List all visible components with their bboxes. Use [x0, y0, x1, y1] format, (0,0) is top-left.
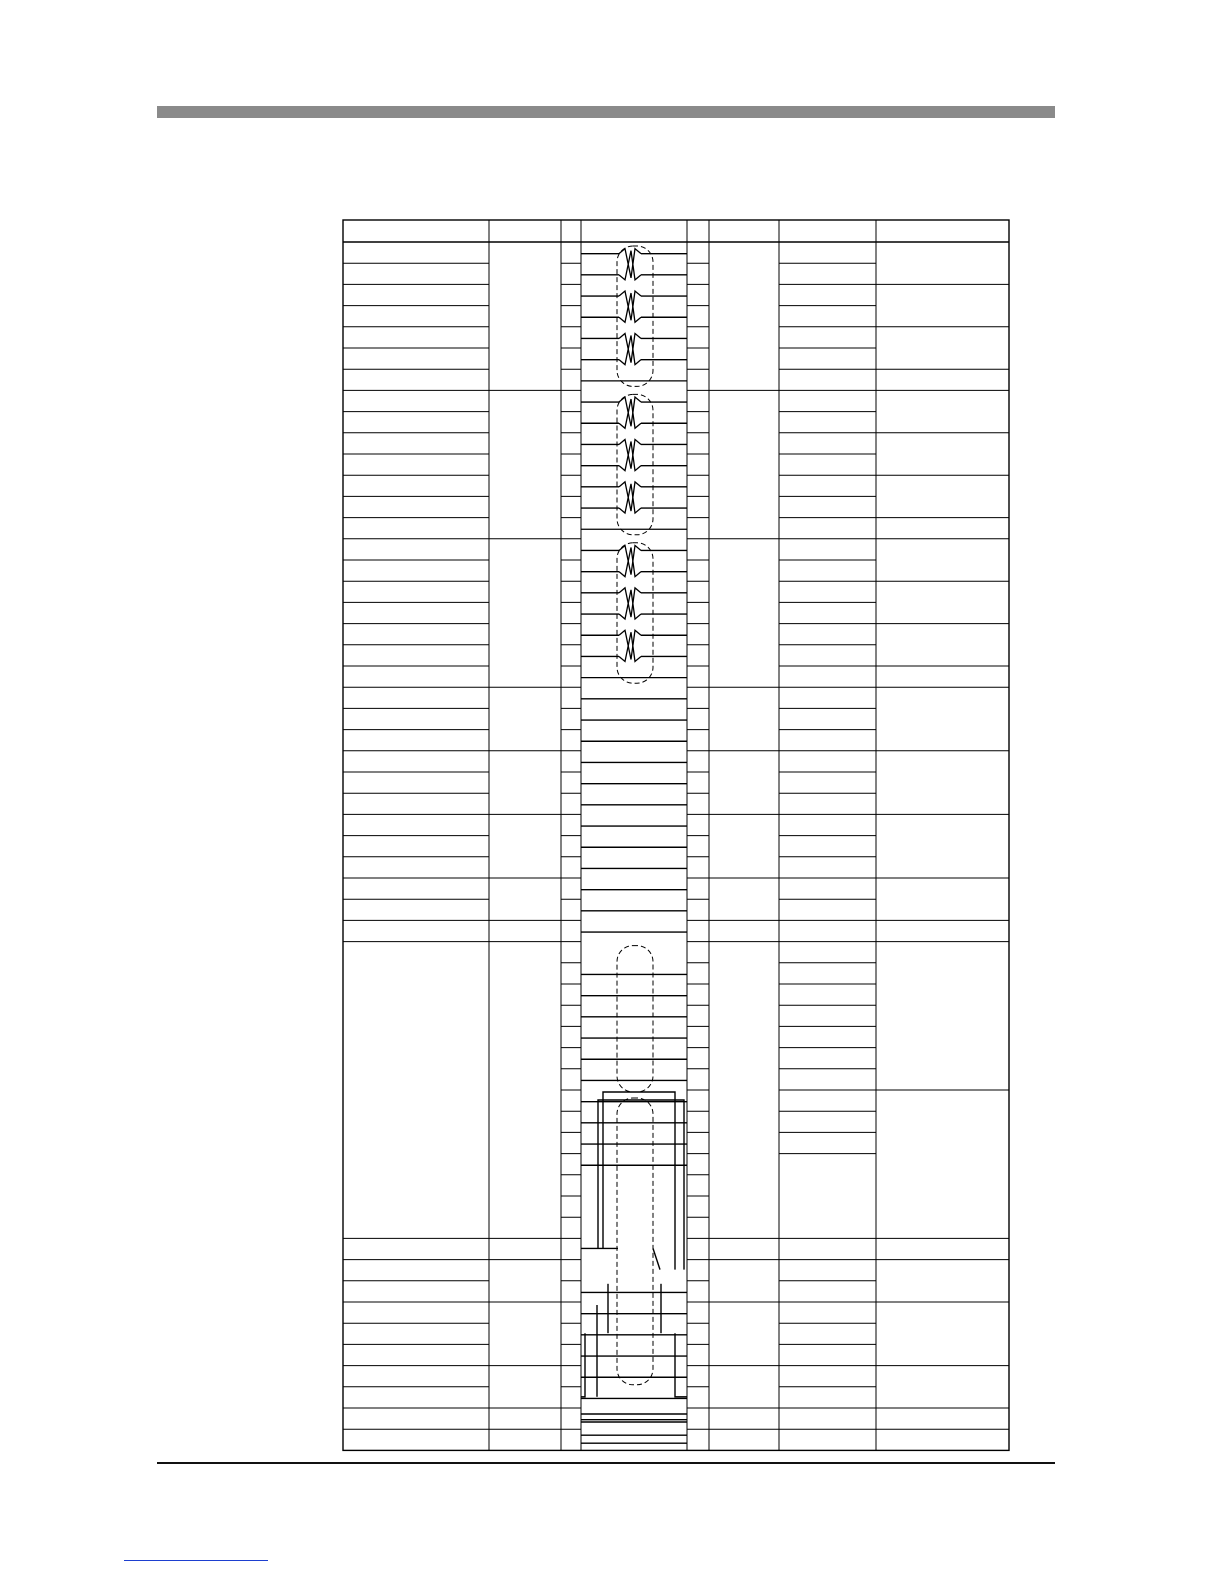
jumper-wire: [598, 1100, 684, 1270]
cable-shield: [617, 1098, 653, 1385]
cable-shield: [617, 946, 653, 1092]
jumper-wire: [675, 1333, 687, 1397]
footer-rule: [157, 1462, 1055, 1464]
jumper-wire: [603, 1092, 675, 1270]
conductor: [653, 1248, 660, 1269]
jumper-wire: [581, 1333, 585, 1397]
footer-link-underline[interactable]: [124, 1560, 268, 1561]
